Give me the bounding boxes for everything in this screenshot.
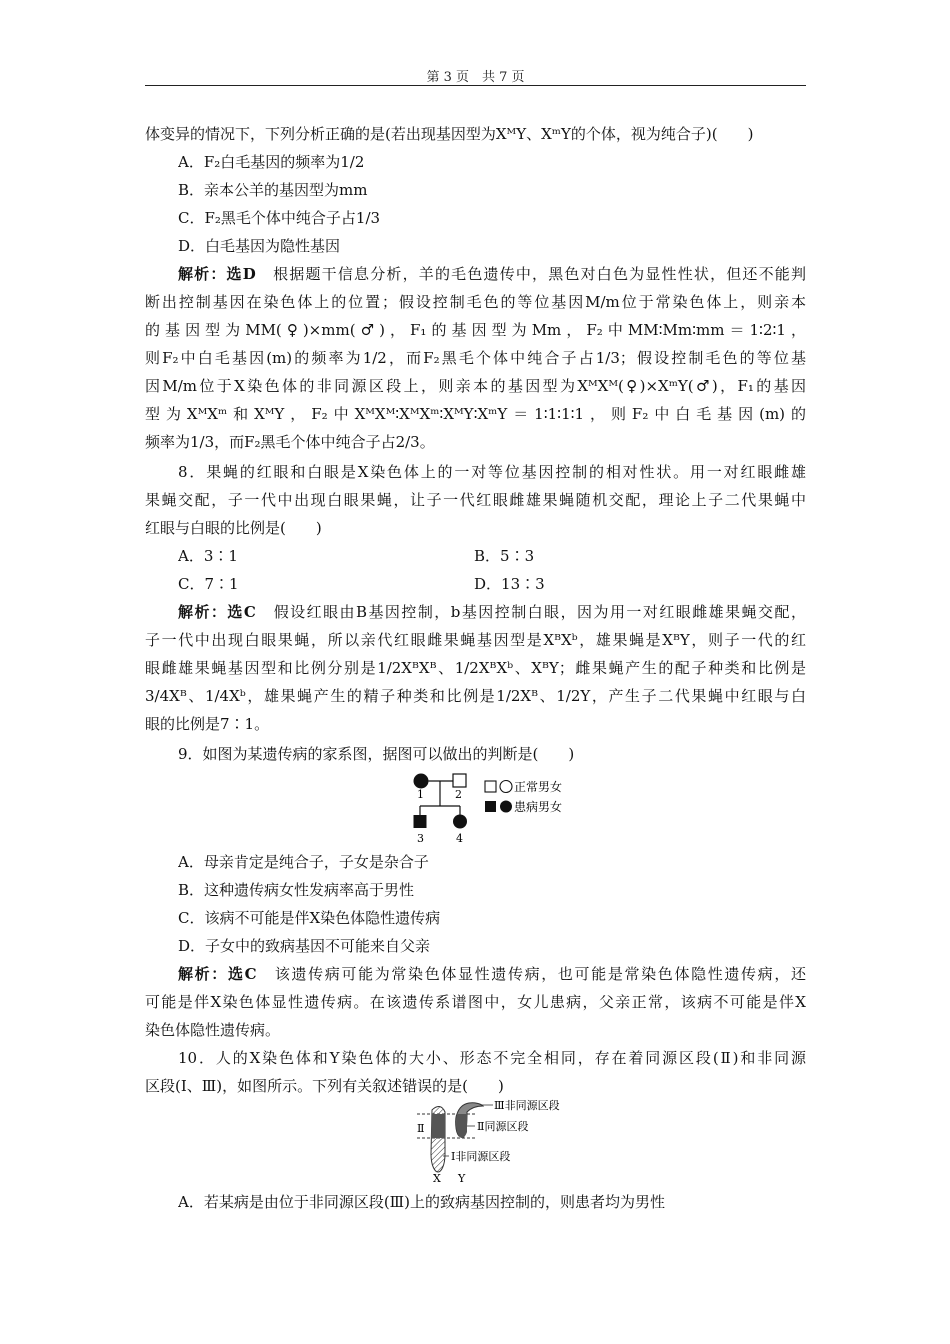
pedigree-label-3: 3	[417, 832, 424, 845]
legend-normal-label: 正常男女	[514, 780, 563, 794]
legend-normal-female-icon	[500, 781, 512, 793]
q9-option-c: C．该病不可能是伴X染色体隐性遗传病	[178, 909, 441, 927]
q8-stem-line-1: 8．果蝇的红眼和白眼是X染色体上的一对等位基因控制的相对性状。用一对红眼雌雄	[178, 463, 806, 481]
pedigree-son-affected	[414, 815, 427, 828]
q8-analysis-line-1: 解析：选C 假设红眼由B基因控制，b基因控制白眼，因为用一对红眼雌雄果蝇交配，	[178, 603, 806, 621]
q10-stem-line-2: 区段(Ⅰ、Ⅲ)，如图所示。下列有关叙述错误的是( )	[145, 1077, 504, 1095]
pedigree-label-4: 4	[456, 832, 463, 845]
label-ii-left: Ⅱ	[417, 1122, 425, 1135]
legend-affected-label: 患病男女	[514, 800, 563, 814]
q8-analysis-line-2: 子一代中出现白眼果蝇，所以亲代红眼雌果蝇基因型是XᴮXᵇ，雄果蝇是XᴮY，则子一代的红	[145, 631, 806, 649]
legend-normal-male-icon	[485, 781, 496, 792]
q9-analysis-line-1: 解析：选C 该遗传病可能为常染色体显性遗传病，也可能是常染色体隐性遗传病，还	[178, 965, 806, 983]
label-x: X	[433, 1172, 441, 1184]
label-iii-non-homologous: Ⅲ非同源区段	[494, 1099, 560, 1112]
q10-option-a: A．若某病是由位于非同源区段(Ⅲ)上的致病基因控制的，则患者均为男性	[178, 1193, 666, 1211]
q10-stem-line-1: 10．人的X染色体和Y染色体的大小、形态不完全相同，存在着同源区段(Ⅱ)和非同源	[178, 1049, 806, 1067]
pedigree-mother-affected	[414, 774, 429, 789]
pedigree-label-1: 1	[417, 788, 424, 801]
q8-stem-line-3: 红眼与白眼的比例是( )	[145, 519, 322, 537]
q7-analysis-line-3: 的基因型为MM(♀)×mm(♂)，F₁的基因型为Mm，F₂中MM∶Mm∶mm＝1∶2∶1，	[145, 321, 806, 339]
q8-analysis-line-3: 眼雌雄果蝇基因型和比例分别是1/2XᴮXᴮ、1/2XᴮXᵇ、XᴮY；雌果蝇产生的配子种类和比例是	[145, 659, 806, 677]
q7-analysis-line-6: 型为XᴹXᵐ和XᴹY，F₂中XᴹXᴹ∶XᴹXᵐ∶XᴹY∶XᵐY＝1∶1∶1∶1，则F₂中白毛基因(m)的	[145, 405, 806, 423]
q9-option-d: D．子女中的致病基因不可能来自父亲	[178, 937, 431, 955]
q9-analysis-line-2: 可能是伴X染色体显性遗传病。在该遗传系谱图中，女儿患病，父亲正常，该病不可能是伴X	[145, 993, 806, 1011]
q9-analysis-line-3: 染色体隐性遗传病。	[145, 1021, 281, 1039]
q9-analysis-label: 解析：选C	[178, 965, 257, 983]
xy-chromosome-figure	[405, 1096, 590, 1184]
q8-option-b: B．5∶3	[474, 547, 535, 565]
label-y: Y	[458, 1172, 466, 1184]
pedigree-daughter-affected	[453, 815, 467, 829]
q8-option-a: A．3∶1	[178, 547, 238, 565]
label-i-non-homologous: Ⅰ非同源区段	[451, 1150, 511, 1163]
q9-option-b: B．这种遗传病女性发病率高于男性	[178, 881, 415, 899]
q7-analysis-line-5: 因M/m位于X染色体的非同源区段上，则亲本的基因型为XᴹXᴹ(♀)×XᵐY(♂)，F₁的基因	[145, 377, 806, 395]
header-rule	[145, 85, 806, 86]
q9-option-a: A．母亲肯定是纯合子，子女是杂合子	[178, 853, 429, 871]
q7-option-a: A．F₂白毛基因的频率为1/2	[178, 153, 365, 171]
legend-affected-male-icon	[485, 801, 496, 812]
q7-analysis-label: 解析：选D	[178, 265, 256, 283]
legend-affected-female-icon	[500, 801, 512, 813]
x-homologous-segment	[431, 1114, 445, 1138]
q7-analysis-line-4: 则F₂中白毛基因(m)的频率为1/2，而F₂黑毛个体中纯合子占1/3；假设控制毛色的等位基	[145, 349, 806, 367]
q8-analysis-label: 解析：选C	[178, 603, 256, 621]
q8-analysis-line-5: 眼的比例是7∶1。	[145, 715, 270, 733]
pedigree-label-2: 2	[455, 788, 462, 801]
q8-stem-line-2: 果蝇交配，子一代中出现白眼果蝇，让子一代红眼雌雄果蝇随机交配，理论上子二代果蝇中	[145, 491, 806, 509]
q7-option-d: D．白毛基因为隐性基因	[178, 237, 341, 255]
page-header: 第 3 页 共 7 页	[426, 70, 525, 85]
q7-analysis-line-2: 断出控制基因在染色体上的位置；假设控制毛色的等位基因M/m位于常染色体上，则亲本	[145, 293, 806, 311]
q7-option-c: C．F₂黑毛个体中纯合子占1/3	[178, 209, 381, 227]
q7-analysis-line-7: 频率为1/3，而F₂黑毛个体中纯合子占2/3。	[145, 433, 435, 451]
q7-stem-tail: 体变异的情况下，下列分析正确的是(若出现基因型为XᴹY、XᵐY的个体，视为纯合子)( )	[145, 125, 754, 143]
q8-option-c: C．7∶1	[178, 575, 239, 593]
q8-option-d: D．13∶3	[474, 575, 545, 593]
q7-analysis-line-1: 解析：选D 根据题干信息分析，羊的毛色遗传中，黑色对白色为显性性状，但还不能判	[178, 265, 806, 283]
pedigree-father-normal	[453, 774, 466, 787]
q8-analysis-line-4: 3/4Xᴮ、1/4Xᵇ，雄果蝇产生的精子种类和比例是1/2Xᴮ、1/2Y，产生子二代果蝇中红眼与白	[145, 687, 806, 705]
label-ii-homologous: Ⅱ同源区段	[477, 1120, 529, 1133]
q9-stem: 9．如图为某遗传病的家系图，据图可以做出的判断是( )	[178, 745, 575, 763]
q7-option-b: B．亲本公羊的基因型为mm	[178, 181, 368, 199]
pedigree-figure	[400, 770, 590, 846]
